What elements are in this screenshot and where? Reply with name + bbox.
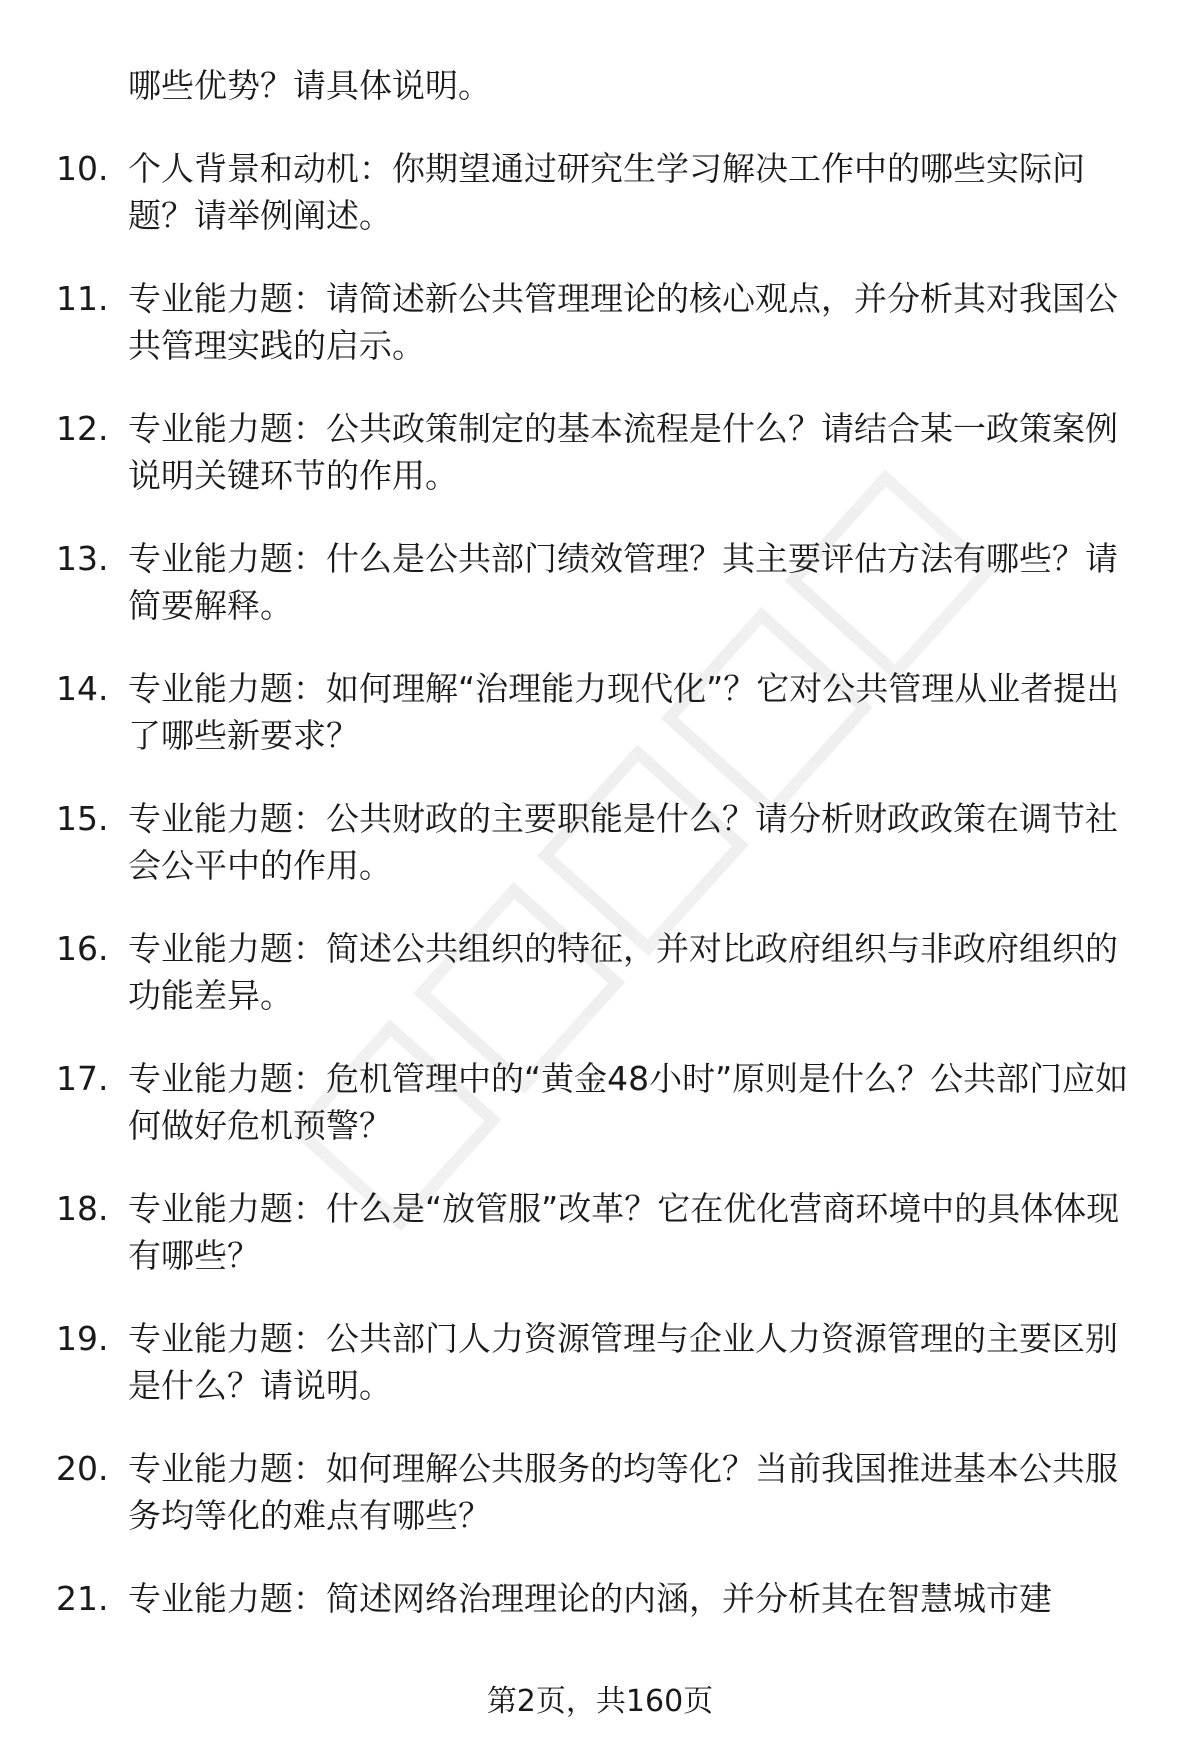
- question-number: 14.: [56, 669, 109, 708]
- question-item: [0, 145, 1200, 275]
- question-item: [0, 925, 1200, 1055]
- question-number: 15.: [56, 799, 109, 838]
- question-number: 12.: [56, 409, 109, 448]
- page-footer: 第2页，共160页: [486, 1684, 714, 1719]
- question-text: 专业能力题：简述网络治理理论的内涵，并分析其在智慧城市建: [128, 1579, 1052, 1618]
- question-item: [0, 1445, 1200, 1575]
- question-number: 10.: [56, 149, 109, 188]
- question-text: 专业能力题：什么是“放管服”改革？它在优化营商环境中的具体体现有哪些？: [128, 1189, 1120, 1275]
- question-text: 专业能力题：公共财政的主要职能是什么？请分析财政政策在调节社会公平中的作用。: [128, 799, 1118, 885]
- question-text: 专业能力题：危机管理中的“黄金48小时”原则是什么？公共部门应如何做好危机预警？: [128, 1059, 1129, 1145]
- question-number: 13.: [56, 539, 109, 578]
- question-item: [0, 795, 1200, 925]
- question-number: 19.: [56, 1319, 109, 1358]
- question-text: 专业能力题：简述公共组织的特征，并对比政府组织与非政府组织的功能差异。: [128, 929, 1118, 1015]
- question-item: [0, 405, 1200, 535]
- question-item: [0, 1185, 1200, 1315]
- question-list: [0, 145, 1200, 1705]
- question-text: 专业能力题：公共政策制定的基本流程是什么？请结合某一政策案例说明关键环节的作用。: [128, 409, 1118, 495]
- question-text: 专业能力题：什么是公共部门绩效管理？其主要评估方法有哪些？请简要解释。: [128, 539, 1118, 625]
- question-item: [0, 535, 1200, 665]
- continuation-text: 哪些优势？请具体说明。: [128, 66, 491, 105]
- question-text: 专业能力题：如何理解公共服务的均等化？当前我国推进基本公共服务均等化的难点有哪些？: [128, 1449, 1118, 1535]
- question-number: 16.: [56, 929, 109, 968]
- question-text: 专业能力题：如何理解“治理能力现代化”？它对公共管理从业者提出了哪些新要求？: [128, 669, 1120, 755]
- question-number: 21.: [56, 1579, 109, 1618]
- question-number: 11.: [56, 279, 109, 318]
- question-item: [0, 1315, 1200, 1445]
- question-text: 个人背景和动机：你期望通过研究生学习解决工作中的哪些实际问题？请举例阐述。: [128, 149, 1085, 235]
- question-item: [0, 665, 1200, 795]
- question-number: 17.: [56, 1059, 109, 1098]
- question-item: [0, 1055, 1200, 1185]
- question-text: 专业能力题：公共部门人力资源管理与企业人力资源管理的主要区别是什么？请说明。: [128, 1319, 1118, 1405]
- question-number: 20.: [56, 1449, 109, 1488]
- question-text: 专业能力题：请简述新公共管理理论的核心观点，并分析其对我国公共管理实践的启示。: [128, 279, 1118, 365]
- question-item: [0, 275, 1200, 405]
- question-number: 18.: [56, 1189, 109, 1228]
